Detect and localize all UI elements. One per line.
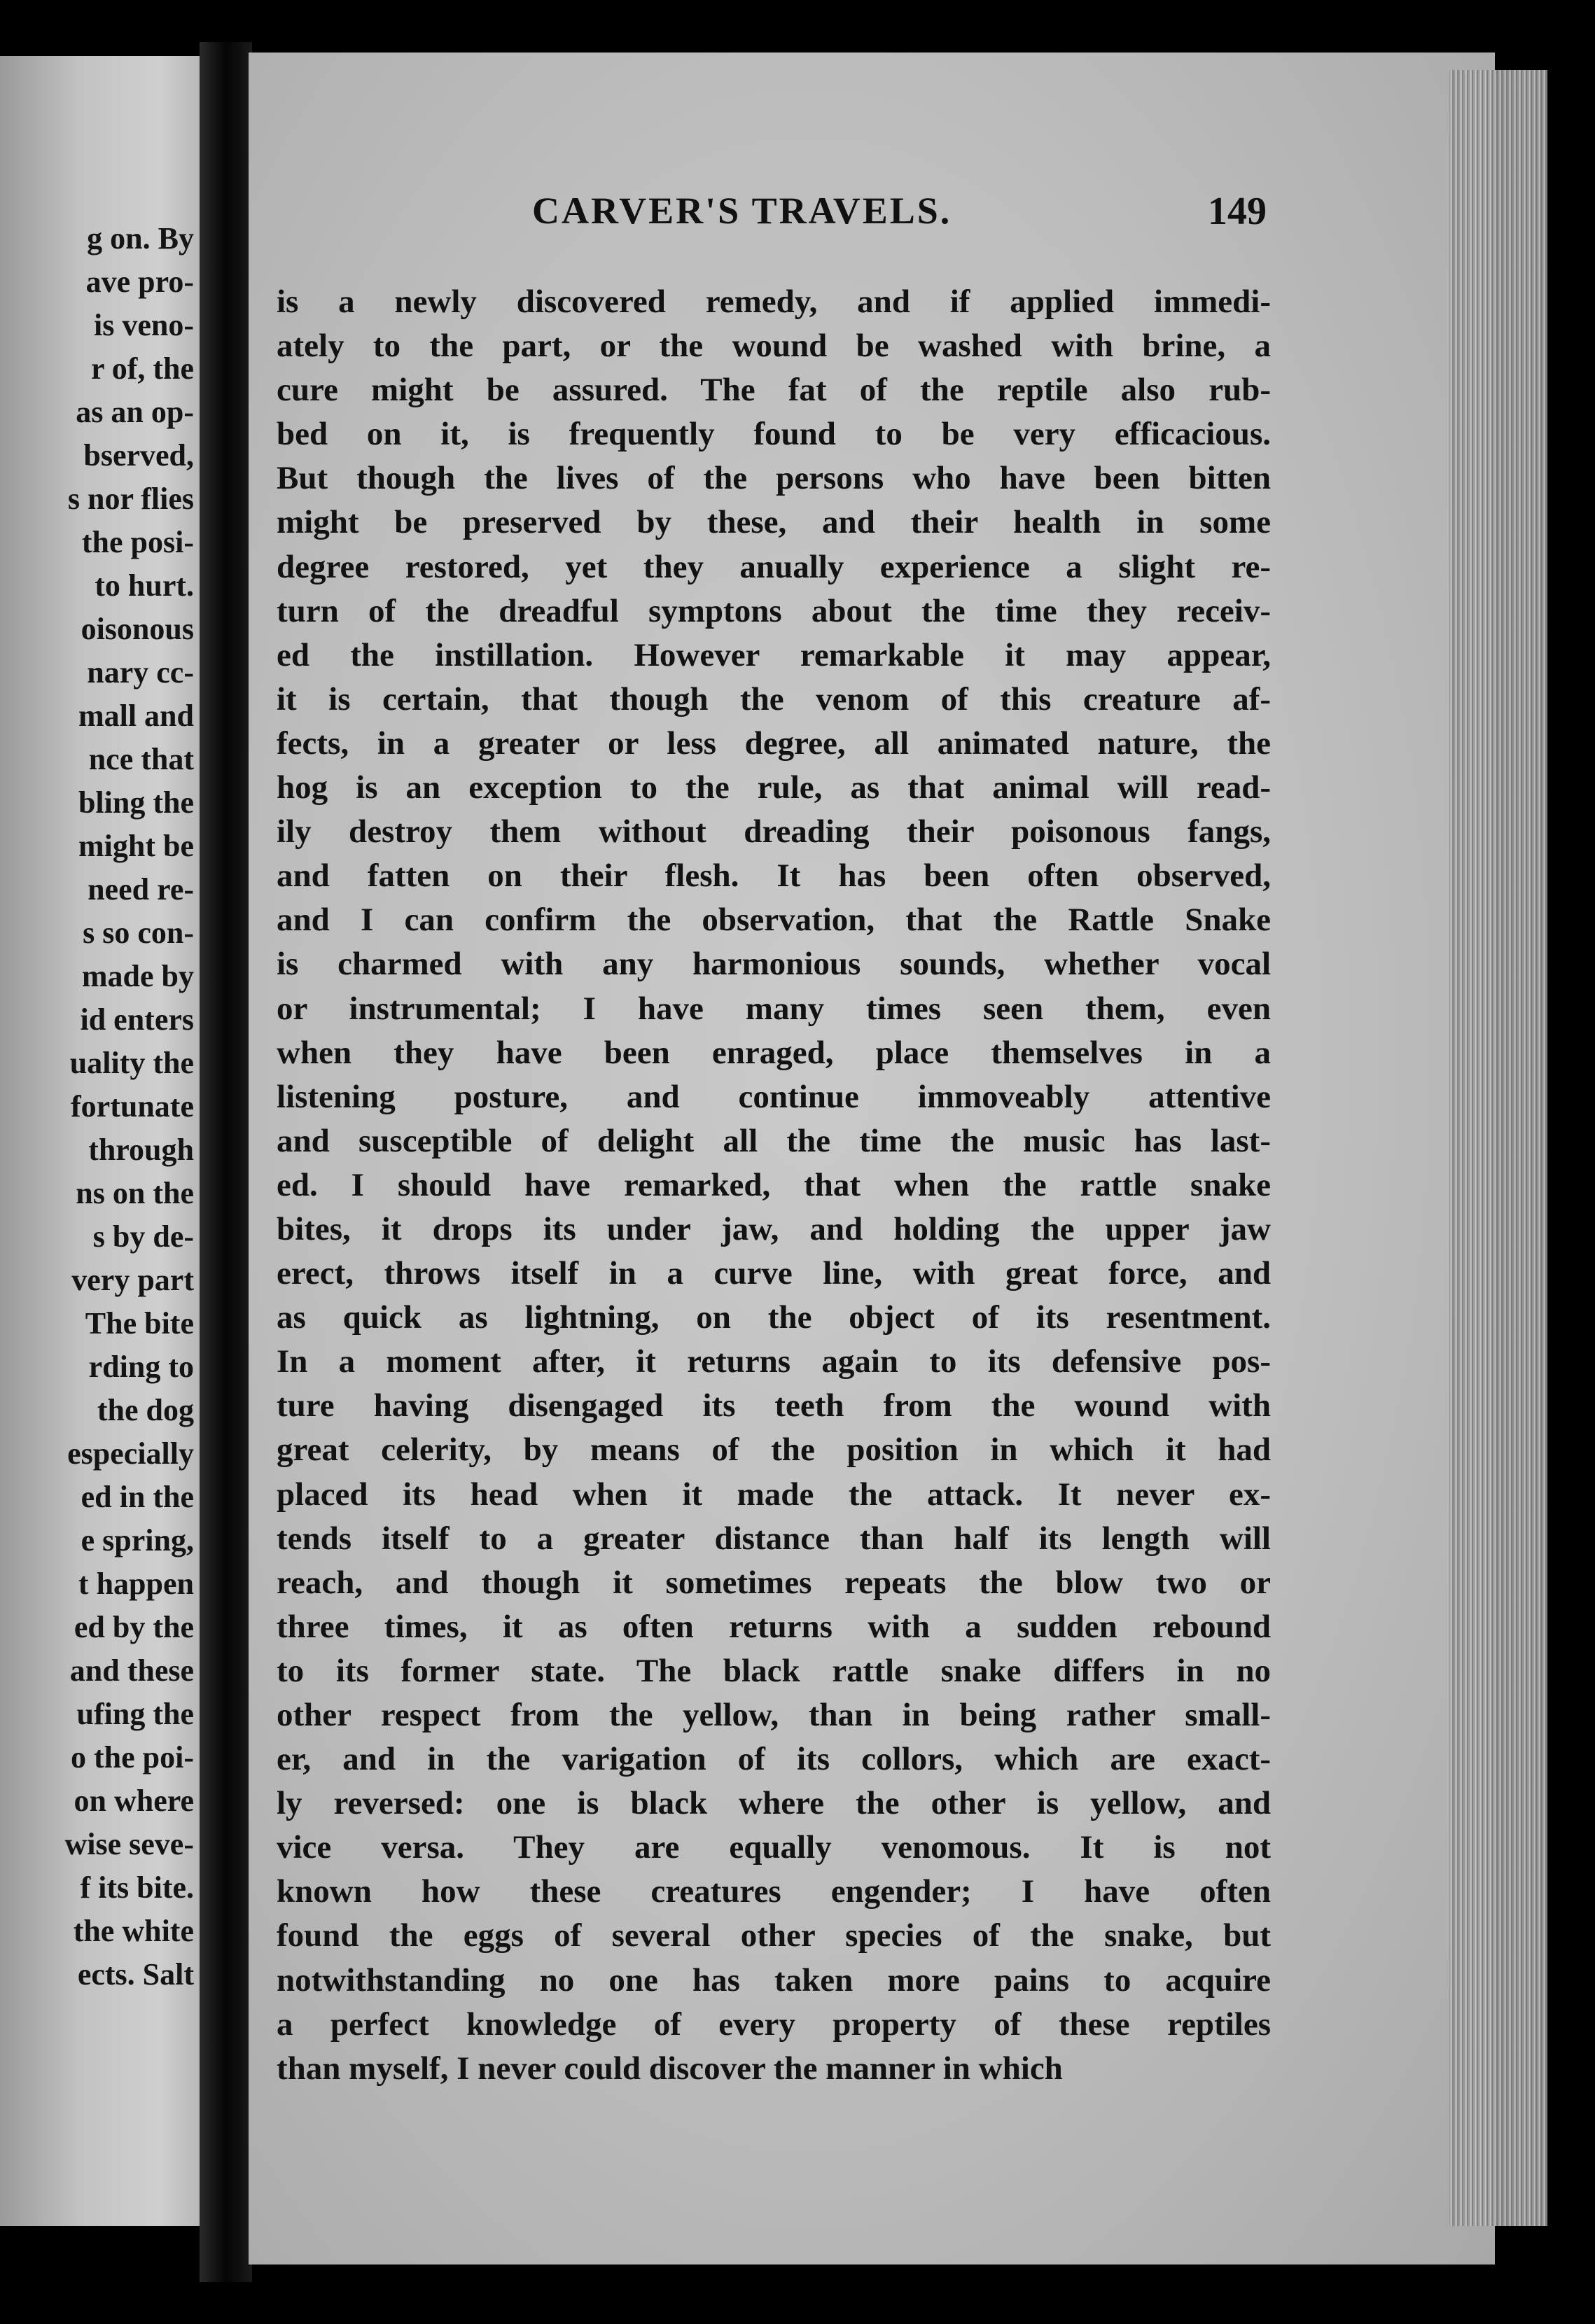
left-page-line: ed by the — [74, 1610, 194, 1644]
left-page-line: very part — [71, 1263, 194, 1297]
left-page-line: especially — [67, 1436, 194, 1471]
body-line: and fatten on their flesh. It has been often observed, — [277, 858, 1271, 895]
left-page-line: s so con- — [83, 916, 194, 950]
body-line: er, and in the varigation of its collors, which are exact- — [277, 1741, 1271, 1778]
left-page-line: mall and — [78, 699, 194, 733]
body-line: vice versa. They are equally venomous. It is not — [277, 1829, 1271, 1866]
book-gutter — [200, 42, 252, 2282]
body-line: ately to the part, or the wound be washed with brine, a — [277, 328, 1271, 365]
left-page-line: bling the — [78, 785, 194, 820]
body-line: it is certain, that though the venom of this creature af- — [277, 680, 1271, 718]
body-line: In a moment after, it returns again to its defensive pos- — [277, 1343, 1271, 1380]
left-page-line: bserved, — [83, 438, 194, 472]
body-line: three times, it as often returns with a sudden rebound — [277, 1608, 1271, 1645]
left-page-line: s nor flies — [67, 482, 194, 516]
body-line: and susceptible of delight all the time the music has last- — [277, 1122, 1271, 1159]
body-line: and I can confirm the observation, that the Rattle Snake — [277, 902, 1271, 939]
left-page-line: and these — [69, 1653, 194, 1688]
left-page-line: the white — [73, 1914, 194, 1948]
left-page-line: might be — [78, 829, 194, 863]
body-line: degree restored, yet they anually experience a slight re- — [277, 548, 1271, 585]
body-text — [277, 280, 1271, 2091]
left-page-line: nary cc- — [87, 655, 194, 690]
body-line: reach, and though it sometimes repeats the blow two or — [277, 1564, 1271, 1601]
body-line: bed on it, is frequently found to be very efficacious. — [277, 416, 1271, 453]
body-line: bites, it drops its under jaw, and holding the upper jaw — [277, 1210, 1271, 1247]
body-line: ed. I should have remarked, that when the rattle snake — [277, 1166, 1271, 1203]
left-page-line: t happen — [78, 1567, 194, 1601]
body-line: a perfect knowledge of every property of these reptiles — [277, 2005, 1271, 2043]
left-page-line: fortunate — [71, 1089, 194, 1124]
left-page-line: r of, the — [90, 351, 194, 386]
left-page-line: rding to — [88, 1350, 194, 1384]
body-line: to its former state. The black rattle snake differs in no — [277, 1652, 1271, 1689]
left-page-line: as an op- — [76, 395, 194, 429]
body-line: cure might be assured. The fat of the reptile also rub- — [277, 372, 1271, 409]
body-line: when they have been enraged, place themselves in a — [277, 1034, 1271, 1071]
left-page-line: through — [88, 1133, 194, 1167]
body-line: But though the lives of the persons who have been bitten — [277, 460, 1271, 497]
left-page-line: on where — [74, 1784, 194, 1818]
left-page-line: e spring, — [81, 1523, 194, 1558]
body-line: ly reversed: one is black where the other is yellow, and — [277, 1785, 1271, 1822]
left-page-line: The bite — [85, 1306, 194, 1340]
page-number: 149 — [1208, 190, 1267, 233]
page-edges — [1449, 70, 1547, 2226]
body-line: than myself, I never could discover the manner in which — [277, 2050, 1063, 2087]
body-line: is a newly discovered remedy, and if applied immedi- — [277, 284, 1271, 320]
left-page-line: ed in the — [81, 1480, 194, 1514]
left-page-line: ects. Salt — [77, 1957, 194, 1991]
body-line: ed the instillation. However remarkable it may appear, — [277, 636, 1271, 673]
body-line: hog is an exception to the rule, as that animal will read- — [277, 769, 1271, 806]
body-line: tends itself to a greater distance than half its length will — [277, 1520, 1271, 1557]
left-page-line: oisonous — [81, 612, 194, 646]
body-line: as quick as lightning, on the object of its resentment. — [277, 1299, 1271, 1336]
left-page-line: o the poi- — [71, 1740, 194, 1774]
body-line: or instrumental; I have many times seen them, even — [277, 990, 1271, 1027]
left-page-line: is veno- — [94, 308, 194, 342]
running-head: CARVER'S TRAVELS. — [532, 190, 952, 232]
left-page-fragment — [0, 56, 200, 2226]
left-page-line: the dog — [97, 1393, 194, 1427]
body-line: fects, in a greater or less degree, all animated nature, the — [277, 724, 1271, 762]
left-page-line: ufing the — [76, 1697, 194, 1731]
left-page-line: uality the — [69, 1046, 194, 1080]
body-line: listening posture, and continue immoveably attentive — [277, 1078, 1271, 1115]
body-line: known how these creatures engender; I have often — [277, 1873, 1271, 1910]
body-line: might be preserved by these, and their health in some — [277, 504, 1271, 541]
left-page-line: need re- — [88, 872, 194, 906]
left-page-line: ns on the — [76, 1176, 194, 1210]
left-page-line: g on. By — [87, 221, 194, 255]
left-page-line: nce that — [88, 742, 194, 776]
body-line: other respect from the yellow, than in being rather small- — [277, 1697, 1271, 1733]
body-line: found the eggs of several other species of the snake, but — [277, 1917, 1271, 1954]
body-line: ture having disengaged its teeth from the wound with — [277, 1387, 1271, 1424]
left-page-line: s by de- — [92, 1219, 194, 1254]
body-line: placed its head when it made the attack. It never ex- — [277, 1476, 1271, 1513]
left-page-line: made by — [81, 959, 194, 993]
body-line: turn of the dreadful symptons about the time they receiv- — [277, 592, 1271, 629]
left-page-line: ave pro- — [85, 265, 194, 299]
body-line: great celerity, by means of the position in which it had — [277, 1432, 1271, 1469]
left-page-line: wise seve- — [64, 1827, 194, 1861]
body-line: ily destroy them without dreading their poisonous fangs, — [277, 813, 1271, 850]
body-line: is charmed with any harmonious sounds, whether vocal — [277, 946, 1271, 983]
left-page-line: f its bite. — [80, 1870, 194, 1905]
left-page-line: to hurt. — [95, 568, 194, 603]
body-line: notwithstanding no one has taken more pains to acquire — [277, 1961, 1271, 1998]
left-page-line: the posi- — [81, 525, 194, 559]
body-line: erect, throws itself in a curve line, with great force, and — [277, 1255, 1271, 1292]
left-page-line: id enters — [80, 1002, 194, 1037]
